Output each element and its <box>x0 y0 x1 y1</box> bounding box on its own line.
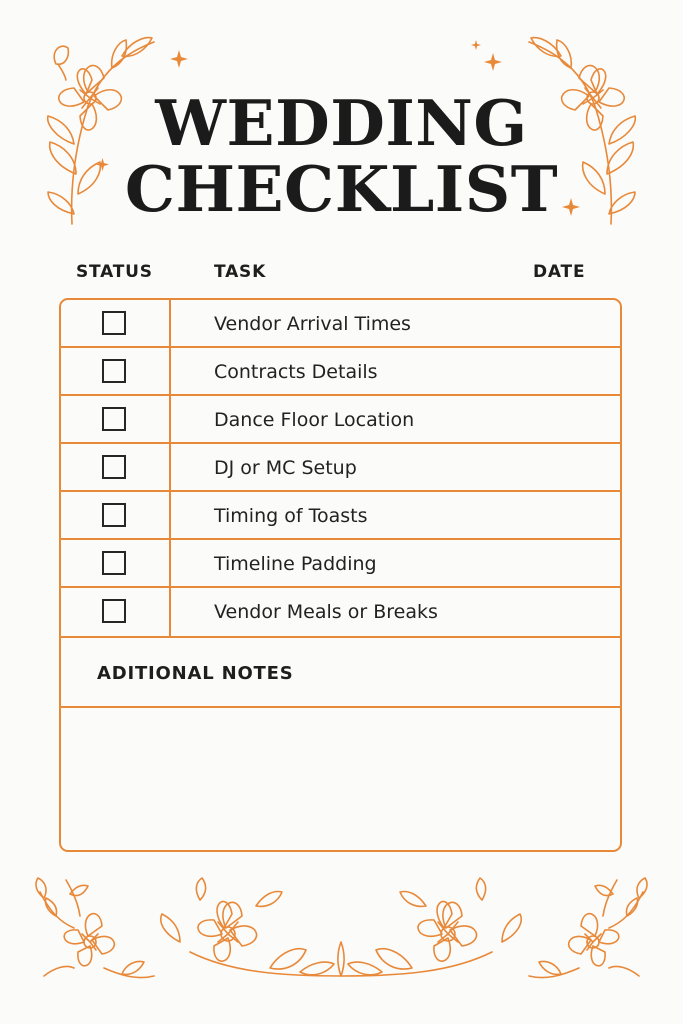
sparkle-icon <box>471 40 481 50</box>
page-title-line-1: WEDDING <box>155 86 528 160</box>
column-divider <box>169 540 171 588</box>
table-row <box>61 540 620 588</box>
task-label: Vendor Meals or Breaks <box>214 601 438 623</box>
column-divider <box>169 396 171 444</box>
floral-border-icon <box>30 872 653 1012</box>
table-row <box>61 588 620 638</box>
column-divider <box>169 300 171 348</box>
status-checkbox[interactable] <box>102 503 126 527</box>
table-row <box>61 348 620 396</box>
task-label: Dance Floor Location <box>214 409 415 431</box>
notes-area[interactable] <box>61 708 620 850</box>
column-divider <box>169 444 171 492</box>
sparkle-icon <box>170 50 188 68</box>
status-checkbox[interactable] <box>102 359 126 383</box>
notes-label: ADITIONAL NOTES <box>97 663 294 684</box>
table-row <box>61 444 620 492</box>
task-label: DJ or MC Setup <box>214 457 357 479</box>
column-divider <box>169 492 171 540</box>
status-checkbox[interactable] <box>102 311 126 335</box>
table-row <box>61 492 620 540</box>
page-title-line-2: CHECKLIST <box>124 152 559 226</box>
task-label: Vendor Arrival Times <box>214 313 411 335</box>
table-row <box>61 396 620 444</box>
column-header-date: DATE <box>533 262 586 282</box>
column-header-status: STATUS <box>76 262 153 282</box>
task-label: Contracts Details <box>214 361 378 383</box>
column-divider <box>169 348 171 396</box>
checklist-table <box>59 298 622 852</box>
status-checkbox[interactable] <box>102 407 126 431</box>
status-checkbox[interactable] <box>102 455 126 479</box>
sparkle-icon <box>484 53 502 71</box>
task-label: Timeline Padding <box>214 553 377 575</box>
task-label: Timing of Toasts <box>214 505 368 527</box>
column-divider <box>169 588 171 638</box>
notes-header <box>61 638 620 708</box>
column-header-task: TASK <box>214 262 267 282</box>
status-checkbox[interactable] <box>102 599 126 623</box>
table-row <box>61 300 620 348</box>
status-checkbox[interactable] <box>102 551 126 575</box>
